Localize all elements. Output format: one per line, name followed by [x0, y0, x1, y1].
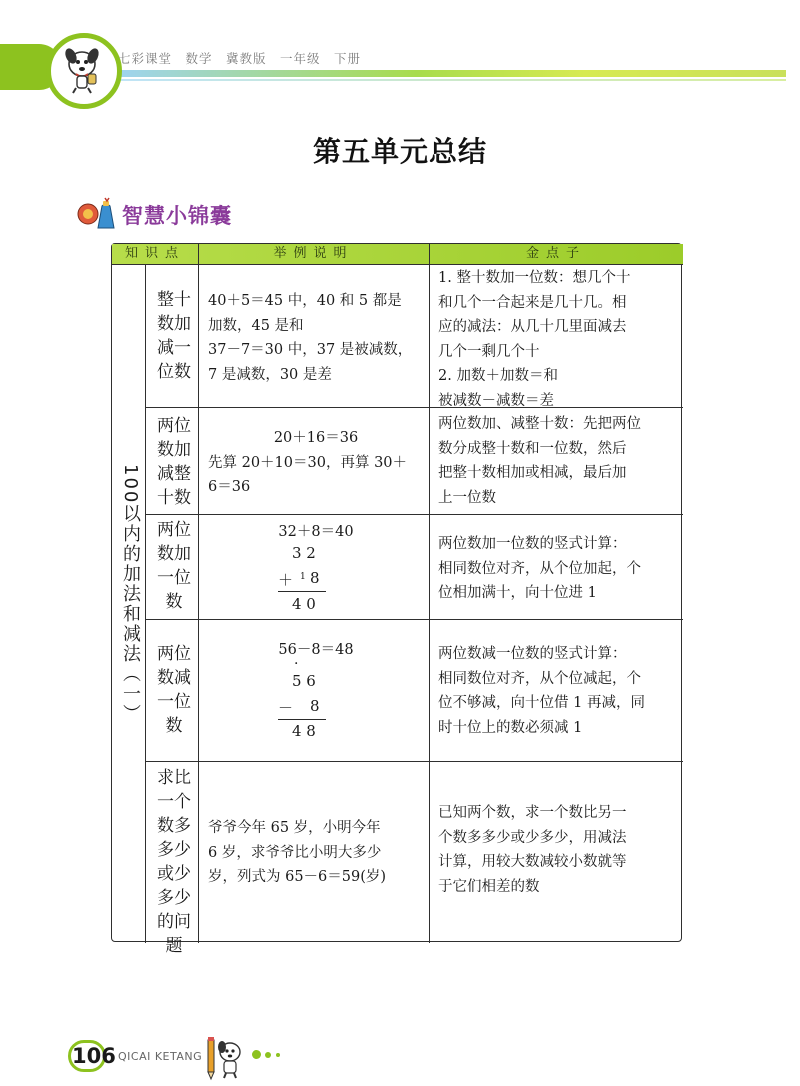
- example-line: 先算 20＋10＝30，再算 30＋: [208, 454, 408, 471]
- category-label: 100以内的加法和减法（一）: [120, 464, 141, 725]
- tip-line: 两位数加一位数的竖式计算：: [438, 536, 627, 552]
- tip-line: 1. 整十数加一位数：想几个十: [438, 270, 631, 286]
- header-knowledge: 知识点: [124, 246, 185, 261]
- example-line: 岁，列式为 65－6＝59(岁): [208, 869, 387, 885]
- vertical-addition: [278, 544, 362, 614]
- tip-cell: [438, 412, 641, 510]
- tip-cell: [438, 532, 641, 606]
- header-example: 举例说明: [273, 246, 354, 261]
- knowledge-cell: 两位数加一位数: [157, 520, 191, 612]
- borrow-dot: ·: [294, 656, 299, 672]
- example-line: 加数，45 是和: [208, 317, 304, 334]
- example-equation: 32＋8＝40: [278, 524, 354, 540]
- header-divider: [114, 79, 786, 81]
- knowledge-cell: 两位数减一位数: [157, 644, 191, 736]
- knowledge-cell: 整十数加减一位数: [157, 290, 191, 382]
- section-title: 智慧小锦囊: [122, 204, 232, 228]
- minus-sign: －: [278, 699, 294, 717]
- vertical-result: 4 8: [292, 722, 316, 740]
- tip-line: 于它们相差的数: [438, 878, 540, 895]
- knowledge-cell: 求比一个数多多少或少多少的问题: [157, 768, 191, 956]
- footer-brand: QICAI KETANG: [118, 1050, 203, 1063]
- knowledge-cell: 两位数加减整十数: [157, 416, 191, 508]
- decor-dot: [265, 1052, 271, 1058]
- tip-line: 把整十数相加或相减，最后加: [438, 465, 627, 481]
- example-cell: [208, 426, 424, 500]
- example-line: 爷爷今年 65 岁，小明今年: [208, 820, 381, 836]
- tip-line: 两位数加、减整十数：先把两位: [438, 416, 641, 432]
- grid-vline: [145, 265, 146, 943]
- carry-digit: 1: [300, 572, 306, 582]
- vertical-subtraction: [278, 656, 362, 746]
- tip-line: 已知两个数，求一个数比另一: [438, 805, 627, 821]
- grid-hline: [145, 514, 683, 515]
- calc-rule: [278, 591, 326, 592]
- example-equation: 56－8＝48: [278, 642, 354, 658]
- grid-hline: [145, 619, 683, 620]
- page-title: 第五单元总结: [312, 135, 487, 168]
- header-gradient-bar: [114, 70, 786, 77]
- grid-vline: [429, 244, 430, 943]
- example-line: 37－7＝30 中，37 是被减数，: [208, 342, 413, 358]
- tip-line: 相同数位对齐，从个位减起，个: [438, 670, 641, 687]
- tip-line: 和几个一合起来是几十几。相: [438, 294, 627, 311]
- tip-line: 相同数位对齐，从个位加起，个: [438, 560, 641, 577]
- calc-rule: [278, 719, 326, 720]
- vertical-second-number: 8: [310, 697, 320, 715]
- tip-cell: [438, 642, 645, 740]
- tip-line: 2. 加数＋加数＝和: [438, 368, 558, 384]
- tip-line: 个数多多少或少多少，用减法: [438, 829, 627, 846]
- tip-line: 两位数减一位数的竖式计算：: [438, 646, 627, 662]
- tip-line: 几个一剩几个十: [438, 343, 540, 360]
- treasure-bag-icon: [76, 194, 120, 230]
- example-line: 20＋16＝36: [273, 430, 359, 446]
- plus-sign: ＋: [278, 571, 294, 589]
- example-line: 6 岁，求爷爷比小明大多少: [208, 844, 382, 861]
- tip-cell: [438, 801, 627, 899]
- grid-vline: [198, 244, 199, 943]
- decor-dot: [276, 1053, 280, 1057]
- example-cell: [208, 289, 412, 387]
- example-line: 40＋5＝45 中，40 和 5 都是: [208, 293, 402, 309]
- dog-mascot-icon: [52, 38, 112, 98]
- tip-line: 被减数－减数＝差: [438, 392, 554, 409]
- tip-line: 上一位数: [438, 489, 496, 506]
- vertical-result: 4 0: [292, 595, 316, 613]
- page-number: 106: [72, 1044, 116, 1068]
- header-tip: 金点子: [525, 246, 586, 261]
- vertical-top-number: 5 6: [292, 672, 316, 690]
- dog-pencil-mascot-icon: [202, 1034, 248, 1080]
- tip-line: 时十位上的数必须减 1: [438, 719, 583, 736]
- summary-table: [111, 243, 682, 956]
- vertical-top-number: 3 2: [292, 544, 316, 562]
- tip-line: 应的减法：从几十几里面减去: [438, 319, 627, 335]
- example-line: 6＝36: [208, 479, 251, 495]
- tip-line: 位不够减，向十位借 1 再减，同: [438, 695, 645, 711]
- tip-line: 计算，用较大数减较小数就等: [438, 854, 627, 870]
- series-title: 七彩课堂 数学 冀教版 一年级 下册: [118, 51, 362, 66]
- vertical-second-number: 8: [310, 569, 320, 587]
- tip-cell: [438, 266, 630, 413]
- example-line: 7 是减数，30 是差: [208, 366, 332, 383]
- tip-line: 数分成整十数和一位数，然后: [438, 440, 627, 457]
- example-cell: [208, 816, 386, 890]
- example-cell: [208, 520, 424, 545]
- tip-line: 位相加满十，向十位进 1: [438, 585, 597, 601]
- decor-dot: [252, 1050, 261, 1059]
- grid-hline: [145, 761, 683, 762]
